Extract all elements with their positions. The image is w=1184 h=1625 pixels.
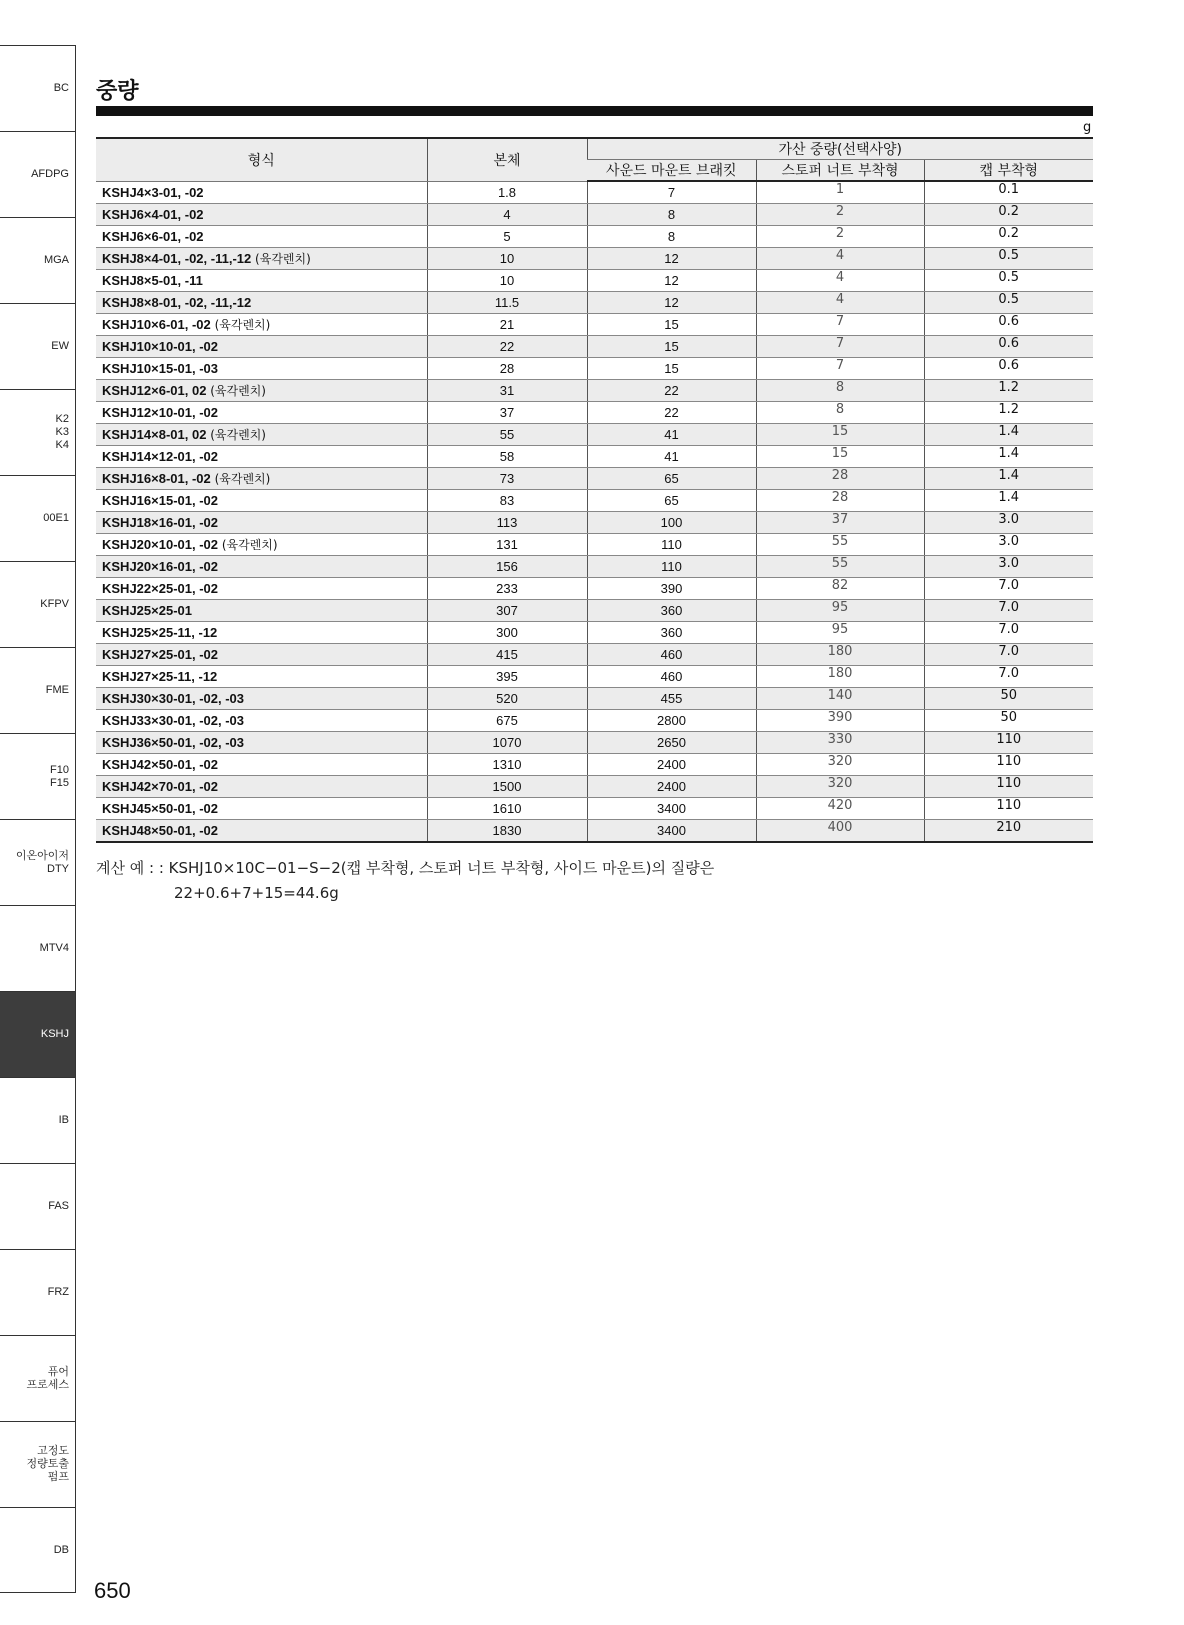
sidebar-tab[interactable]: 퓨어 프로세스 — [0, 1335, 76, 1421]
cell-model — [96, 446, 427, 468]
cell-stopper-nut: 400 — [756, 820, 924, 843]
cell-side-mount: 8 — [587, 204, 756, 226]
cell-body: 10 — [427, 270, 587, 292]
cell-model — [96, 314, 427, 336]
cell-stopper-nut: 7 — [756, 336, 924, 358]
model-text: KSHJ42×70-01, -02 — [102, 779, 218, 794]
cell-stopper-nut: 28 — [756, 468, 924, 490]
cell-model — [96, 710, 427, 732]
cell-stopper-nut: 82 — [756, 578, 924, 600]
table-row — [96, 402, 1093, 424]
table-row — [96, 490, 1093, 512]
model-text: KSHJ6×6-01, -02 — [102, 229, 204, 244]
cell-body: 1610 — [427, 798, 587, 820]
cell-cap: 210 — [924, 820, 1093, 843]
cell-stopper-nut: 8 — [756, 380, 924, 402]
cell-cap: 1.4 — [924, 424, 1093, 446]
table-row — [96, 754, 1093, 776]
table-row — [96, 292, 1093, 314]
cell-side-mount: 360 — [587, 622, 756, 644]
cell-side-mount: 110 — [587, 556, 756, 578]
cell-model — [96, 270, 427, 292]
model-text: KSHJ30×30-01, -02, -03 — [102, 691, 245, 706]
sidebar-tab[interactable]: 00E1 — [0, 475, 76, 561]
cell-cap: 110 — [924, 798, 1093, 820]
cell-model — [96, 468, 427, 490]
cell-body: 11.5 — [427, 292, 587, 314]
model-text: KSHJ10×6-01, -02 — [102, 317, 211, 332]
cell-cap: 3.0 — [924, 556, 1093, 578]
cell-model — [96, 292, 427, 314]
cell-stopper-nut: 330 — [756, 732, 924, 754]
cell-body: 113 — [427, 512, 587, 534]
model-text: KSHJ12×10-01, -02 — [102, 405, 218, 420]
sidebar-tab[interactable]: EW — [0, 303, 76, 389]
model-text: KSHJ10×15-01, -03 — [102, 361, 218, 376]
table-row — [96, 622, 1093, 644]
model-text: KSHJ48×50-01, -02 — [102, 823, 218, 838]
cell-body: 58 — [427, 446, 587, 468]
cell-side-mount: 22 — [587, 402, 756, 424]
table-row — [96, 468, 1093, 490]
table-row — [96, 578, 1093, 600]
cell-side-mount: 12 — [587, 292, 756, 314]
cell-body: 1830 — [427, 820, 587, 843]
cell-cap: 110 — [924, 776, 1093, 798]
cell-cap: 0.5 — [924, 248, 1093, 270]
cell-stopper-nut: 7 — [756, 314, 924, 336]
table-row — [96, 776, 1093, 798]
cell-side-mount: 390 — [587, 578, 756, 600]
cell-cap: 0.6 — [924, 358, 1093, 380]
cell-cap: 0.2 — [924, 226, 1093, 248]
table-row — [96, 798, 1093, 820]
table-row — [96, 732, 1093, 754]
cell-side-mount: 455 — [587, 688, 756, 710]
cell-body: 22 — [427, 336, 587, 358]
table-row — [96, 270, 1093, 292]
table-row — [96, 424, 1093, 446]
cell-side-mount: 3400 — [587, 820, 756, 843]
model-text: KSHJ16×8-01, -02 — [102, 471, 211, 486]
model-text: KSHJ12×6-01, 02 — [102, 383, 207, 398]
cell-side-mount: 2400 — [587, 754, 756, 776]
sidebar-tabs — [0, 45, 76, 1593]
sidebar-tab[interactable]: MGA — [0, 217, 76, 303]
page-title: 중량 — [96, 79, 139, 104]
cell-body: 1070 — [427, 732, 587, 754]
sidebar-tab[interactable]: K2 K3 K4 — [0, 389, 76, 475]
sidebar-tab[interactable]: BC — [0, 45, 76, 131]
model-text: KSHJ8×5-01, -11 — [102, 273, 203, 288]
model-text: KSHJ14×12-01, -02 — [102, 449, 218, 464]
cell-side-mount: 22 — [587, 380, 756, 402]
table-row — [96, 600, 1093, 622]
cell-cap: 7.0 — [924, 644, 1093, 666]
model-note: (육각렌치) — [251, 252, 311, 266]
table-row — [96, 336, 1093, 358]
cell-model — [96, 754, 427, 776]
sidebar-tab[interactable]: KSHJ — [0, 991, 76, 1077]
cell-model — [96, 798, 427, 820]
model-text: KSHJ4×3-01, -02 — [102, 184, 204, 200]
cell-cap: 0.1 — [924, 181, 1093, 204]
cell-side-mount: 110 — [587, 534, 756, 556]
cell-body: 31 — [427, 380, 587, 402]
cell-side-mount: 41 — [587, 424, 756, 446]
cell-model — [96, 600, 427, 622]
cell-cap: 1.2 — [924, 380, 1093, 402]
cell-cap: 50 — [924, 710, 1093, 732]
cell-stopper-nut: 420 — [756, 798, 924, 820]
model-text: KSHJ6×4-01, -02 — [102, 207, 204, 222]
unit-label: g — [1083, 120, 1092, 135]
cell-model — [96, 248, 427, 270]
cell-body: 5 — [427, 226, 587, 248]
table-row — [96, 181, 1093, 204]
cell-model — [96, 622, 427, 644]
cell-side-mount: 2400 — [587, 776, 756, 798]
cell-side-mount: 8 — [587, 226, 756, 248]
cell-model — [96, 820, 427, 843]
cell-stopper-nut: 180 — [756, 666, 924, 688]
table-row — [96, 534, 1093, 556]
cell-cap: 0.6 — [924, 314, 1093, 336]
cell-stopper-nut: 8 — [756, 402, 924, 424]
table-row — [96, 226, 1093, 248]
cell-side-mount: 100 — [587, 512, 756, 534]
sidebar-tab[interactable]: DB — [0, 1507, 76, 1593]
table-body — [96, 181, 1093, 842]
cell-side-mount: 65 — [587, 468, 756, 490]
model-note: (육각렌치) — [206, 428, 266, 442]
cell-model — [96, 181, 427, 204]
cell-side-mount: 460 — [587, 666, 756, 688]
cell-stopper-nut: 1 — [756, 181, 924, 204]
model-text: KSHJ20×16-01, -02 — [102, 559, 218, 574]
cell-body: 156 — [427, 556, 587, 578]
cell-cap: 1.4 — [924, 468, 1093, 490]
model-text: KSHJ45×50-01, -02 — [102, 801, 218, 816]
sidebar-tab[interactable]: AFDPG — [0, 131, 76, 217]
cell-cap: 0.5 — [924, 292, 1093, 314]
cell-cap: 50 — [924, 688, 1093, 710]
cell-model — [96, 424, 427, 446]
model-note: (육각렌치) — [206, 384, 266, 398]
sidebar-tab[interactable]: IB — [0, 1077, 76, 1163]
model-text: KSHJ33×30-01, -02, -03 — [102, 713, 245, 728]
table-row — [96, 248, 1093, 270]
model-text: KSHJ36×50-01, -02, -03 — [102, 735, 245, 750]
cell-stopper-nut: 2 — [756, 226, 924, 248]
cell-body: 55 — [427, 424, 587, 446]
cell-cap: 7.0 — [924, 578, 1093, 600]
cell-cap: 110 — [924, 732, 1093, 754]
model-note: (육각렌치) — [218, 538, 278, 552]
model-text: KSHJ27×25-01, -02 — [102, 647, 218, 662]
calculation-example — [96, 857, 714, 902]
table-row — [96, 204, 1093, 226]
cell-side-mount: 65 — [587, 490, 756, 512]
model-text: KSHJ22×25-01, -02 — [102, 581, 218, 596]
cell-side-mount: 15 — [587, 358, 756, 380]
cell-body: 520 — [427, 688, 587, 710]
cell-body: 83 — [427, 490, 587, 512]
cell-stopper-nut: 4 — [756, 248, 924, 270]
table-row — [96, 820, 1093, 843]
cell-stopper-nut: 15 — [756, 446, 924, 468]
model-note: (육각렌치) — [210, 472, 271, 486]
cell-body: 4 — [427, 204, 587, 226]
cell-model — [96, 556, 427, 578]
cell-model — [96, 512, 427, 534]
header-model: 형식 — [96, 138, 427, 181]
cell-model — [96, 402, 427, 424]
model-text: KSHJ14×8-01, 02 — [102, 427, 207, 442]
table-row — [96, 556, 1093, 578]
cell-body: 21 — [427, 314, 587, 336]
cell-cap: 7.0 — [924, 600, 1093, 622]
cell-body: 37 — [427, 402, 587, 424]
cell-cap: 0.2 — [924, 204, 1093, 226]
cell-model — [96, 490, 427, 512]
cell-model — [96, 666, 427, 688]
cell-stopper-nut: 55 — [756, 534, 924, 556]
cell-side-mount: 460 — [587, 644, 756, 666]
sidebar-tab[interactable]: MTV4 — [0, 905, 76, 991]
table-row — [96, 446, 1093, 468]
cell-body: 395 — [427, 666, 587, 688]
model-text: KSHJ42×50-01, -02 — [102, 757, 218, 772]
cell-body: 233 — [427, 578, 587, 600]
model-text: KSHJ27×25-11, -12 — [102, 669, 218, 684]
cell-side-mount: 15 — [587, 314, 756, 336]
sidebar-tab[interactable]: FAS — [0, 1163, 76, 1249]
cell-model — [96, 688, 427, 710]
cell-stopper-nut: 4 — [756, 270, 924, 292]
cell-stopper-nut: 390 — [756, 710, 924, 732]
model-text: KSHJ20×10-01, -02 — [102, 537, 218, 552]
sidebar-tab[interactable]: KFPV — [0, 561, 76, 647]
cell-body: 10 — [427, 248, 587, 270]
table-row — [96, 380, 1093, 402]
header-cap: 캡 부착형 — [924, 160, 1093, 182]
cell-stopper-nut: 180 — [756, 644, 924, 666]
model-text: KSHJ18×16-01, -02 — [102, 515, 218, 530]
cell-side-mount: 15 — [587, 336, 756, 358]
cell-cap: 3.0 — [924, 534, 1093, 556]
table-row — [96, 314, 1093, 336]
calculation-line-1: 계산 예 : : KSHJ10×10C−01−S−2(캡 부착형, 스토퍼 너트 부착형, 사이드 마운트)의 질량은 — [96, 859, 715, 877]
cell-body: 1310 — [427, 754, 587, 776]
cell-side-mount: 41 — [587, 446, 756, 468]
cell-body: 1.8 — [427, 181, 587, 204]
cell-cap: 110 — [924, 754, 1093, 776]
cell-cap: 0.5 — [924, 270, 1093, 292]
cell-body: 131 — [427, 534, 587, 556]
table-row — [96, 512, 1093, 534]
cell-side-mount: 12 — [587, 248, 756, 270]
cell-stopper-nut: 55 — [756, 556, 924, 578]
cell-model — [96, 204, 427, 226]
header-body: 본체 — [427, 138, 587, 181]
table-row — [96, 688, 1093, 710]
cell-model — [96, 380, 427, 402]
cell-cap: 7.0 — [924, 622, 1093, 644]
cell-side-mount: 2800 — [587, 710, 756, 732]
table-row — [96, 644, 1093, 666]
model-text: KSHJ16×15-01, -02 — [102, 493, 218, 508]
cell-body: 300 — [427, 622, 587, 644]
model-text: KSHJ8×4-01, -02, -11,-12 — [102, 251, 252, 266]
sidebar-tab[interactable]: FME — [0, 647, 76, 733]
model-text: KSHJ8×8-01, -02, -11,-12 — [102, 295, 252, 310]
model-text: KSHJ25×25-11, -12 — [102, 625, 218, 640]
cell-cap: 7.0 — [924, 666, 1093, 688]
cell-model — [96, 578, 427, 600]
cell-model — [96, 226, 427, 248]
cell-stopper-nut: 37 — [756, 512, 924, 534]
sidebar-tab[interactable]: 이온아이저 DTY — [0, 819, 76, 905]
table-row — [96, 358, 1093, 380]
sidebar-tab[interactable]: F10 F15 — [0, 733, 76, 819]
cell-side-mount: 3400 — [587, 798, 756, 820]
header-optional: 가산 중량(선택사양) — [587, 138, 1093, 160]
sidebar-tab[interactable]: FRZ — [0, 1249, 76, 1335]
cell-model — [96, 336, 427, 358]
cell-side-mount: 360 — [587, 600, 756, 622]
cell-model — [96, 534, 427, 556]
cell-side-mount: 2650 — [587, 732, 756, 754]
cell-side-mount: 12 — [587, 270, 756, 292]
model-note: (육각렌치) — [210, 318, 271, 332]
cell-body: 28 — [427, 358, 587, 380]
header-side-mount: 사운드 마운트 브래킷 — [587, 160, 756, 182]
cell-cap: 0.6 — [924, 336, 1093, 358]
cell-cap: 1.4 — [924, 446, 1093, 468]
sidebar-tab[interactable]: 고정도 정량토출 펌프 — [0, 1421, 76, 1507]
cell-stopper-nut: 7 — [756, 358, 924, 380]
weight-table — [96, 137, 1093, 843]
table-row — [96, 710, 1093, 732]
cell-model — [96, 358, 427, 380]
cell-body: 415 — [427, 644, 587, 666]
title-rule — [96, 106, 1093, 116]
cell-model — [96, 732, 427, 754]
cell-stopper-nut: 95 — [756, 600, 924, 622]
cell-stopper-nut: 15 — [756, 424, 924, 446]
header-stopper-nut: 스토퍼 너트 부착형 — [756, 160, 924, 182]
cell-body: 73 — [427, 468, 587, 490]
cell-body: 307 — [427, 600, 587, 622]
model-text: KSHJ10×10-01, -02 — [102, 339, 218, 354]
cell-stopper-nut: 2 — [756, 204, 924, 226]
page-number: 650 — [94, 1578, 131, 1603]
cell-cap: 3.0 — [924, 512, 1093, 534]
table-row — [96, 666, 1093, 688]
cell-body: 675 — [427, 710, 587, 732]
cell-stopper-nut: 95 — [756, 622, 924, 644]
cell-cap: 1.2 — [924, 402, 1093, 424]
cell-stopper-nut: 320 — [756, 754, 924, 776]
cell-model — [96, 644, 427, 666]
cell-stopper-nut: 28 — [756, 490, 924, 512]
cell-model — [96, 776, 427, 798]
calculation-line-2: 22+0.6+7+15=44.6g — [174, 884, 339, 902]
cell-stopper-nut: 320 — [756, 776, 924, 798]
cell-stopper-nut: 140 — [756, 688, 924, 710]
cell-stopper-nut: 4 — [756, 292, 924, 314]
cell-side-mount: 7 — [587, 181, 756, 204]
model-text: KSHJ25×25-01 — [102, 603, 192, 618]
cell-cap: 1.4 — [924, 490, 1093, 512]
cell-body: 1500 — [427, 776, 587, 798]
